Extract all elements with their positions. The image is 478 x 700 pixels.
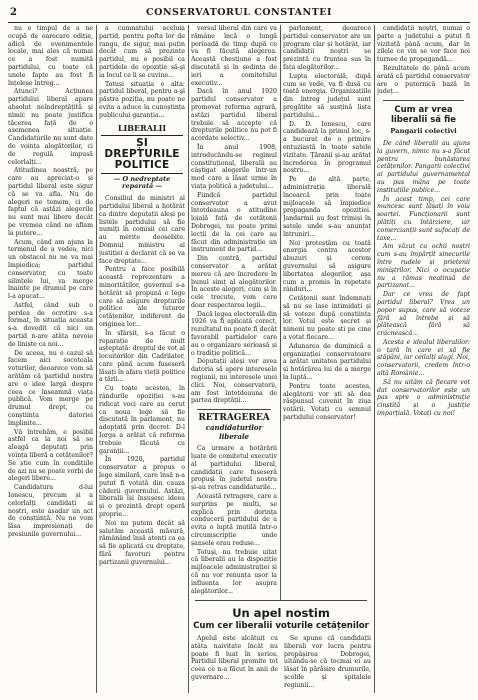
col1-paragraph: nu e timpul de a ne ocupă de oarecare ediție, adică de evenimentele locale, mai ales că numai ce a fost numită partidului, cu toate că unele fapte au fost fi înțelese întreg...: [8, 25, 93, 87]
col3-retragerea-paragraph: Această retragere, care a surprins pe mulți, se explică prin dorința conducerii partidului de a evita o luptă inutilă într-o circumscripție unde șansele erau reduse...: [191, 493, 277, 547]
col4-paragraph: Noi protestăm cu toată energia contra acestor abuzuri și cerem guvernului să asigure libertatea alegerilor, așa cum a promis în repetate rânduri...: [283, 239, 371, 294]
col5-paragraph: Dar ce vrea de fapt partidul liberal? Vrea un popor supus, care să voteze fără să întrebe și să plătească fără să crâcnească...: [377, 291, 470, 338]
apel-body: [191, 635, 371, 691]
col1-paragraph: De aceea, nu e cazul să facem aici socoteala voturilor, deoarece vom să arătăm că partidul nostru are o idee largă despre ceea ce înseamnă viața publică. Vom merge pe drumul drept, cu conștiința datoriei împlinite...: [8, 349, 93, 427]
column-3: [191, 25, 277, 693]
col2-intro-paragraph: Totuși situația e alta: partidul liberal, pentru a-și păstra poziția, nu poate ne evita a aduce la cunoștința publicului garanția...: [99, 80, 185, 119]
col2-paragraph: În sfârșit, s-a făcut o reparație de mult așteptată: dreptul de vot al locuitorilor din Cadrilater, care până acum fuseseră lăsați în afara vieții politice a țării...: [99, 329, 185, 384]
col2-paragraph: Consiliul de ministri al partidului liberal a hotărât ca dintre deputații aleși pe listele partidului să fie numiți în comisii cei care au merite deosebite. Domnul ministru al justiției a declarat că se va face dreptate...: [99, 195, 185, 265]
section-separator: [197, 409, 271, 410]
headline-top: LIBERALII: [117, 122, 167, 133]
masthead: [8, 6, 470, 23]
col4-paragraph: Cetățenii sunt îndemnați să nu se lase intimidați și să voteze după conștiința lor. Votul este secret și nimeni nu poate ști pe cine a votat fiecare...: [283, 295, 371, 342]
col1-paragraph: Astfel, când sub o perdea de ocrotire s-a format, în situația aceasta s-a dovedit că nici un partid n-are atâta nevoie de liniște ca noi...: [8, 301, 93, 348]
col2-paragraph: Cu toate acestea, în rândurile opoziției s-au ridicat voci care au cerut ca noua lege să fie discutată în parlament, nu adoptată prin decret. D-l Iorga a arătat că reforma trebuie făcută cu garanții...: [99, 385, 185, 455]
col1-paragraph: Atunci? Acțiunea partidului liberal apare absolut neîndreptățită și nimic nu poate justifica tăcerea față de o asemenea situație. Candidaturile nu sunt date de voința alegătorilor, ci de regulă impusă celorlalți...: [8, 88, 93, 166]
article-headline-liberalii: [99, 124, 185, 192]
sub-headline-pangarii: Pangarii colectivi: [390, 127, 457, 136]
col3-retragerea-paragraph: Totuși, nu trebuie uitat că liberalii au la dispoziție mijloacele administrației și că nu vor renunța ușor la influența lor asupra alegătorilor...: [191, 548, 277, 595]
col3-paragraph: Fiindcă partidul conservator a avut întotdeauna o atitudine loială față de cetățenii Dobrogei, nu poate primi lecții de la cei care au făcut din administrație un instrument de partid...: [191, 191, 277, 254]
headline-retragerea: RETRAGEREA: [198, 413, 270, 424]
article-headline-cum-ar-vrea: [377, 105, 470, 136]
apel-paragraph: Se spune că candidații liberali vor lucra pentru propășirea Dobrogei, uitându-se că tocmai ei au lăsat în părăsire drumurile, școlile și spitalele regiunii...: [284, 635, 371, 689]
col5-paragraph: Să nu uităm că fiecare vot dat conservatorilor este un pas spre o administrație cinstită și o justiție imparțială. Votați cu noi!: [377, 378, 470, 418]
column-rule: [96, 25, 97, 693]
article-apel-nostim: [191, 600, 371, 693]
section-separator: [195, 600, 367, 601]
headline-sub: — O nedreptate reparată —: [113, 174, 171, 191]
col1-paragraph: Candidatura d-lui Ionescu, precum și a celorlalți candidați ai noștri, este așadar un act de conștiință. Nu ne vom lăsa impresionați de presiunile guvernului...: [8, 484, 93, 538]
col3-paragraph: versul liberal din care va rămâne încă o lungă perioadă de timp după ce va fi făcută alegerea. Această chestiune a fost discutată și în ședința de ieri a comitetului executiv...: [191, 25, 277, 87]
headline-cum-ar-vrea: Cum ar vrea liberalii să fie: [390, 105, 457, 126]
column-rule: [280, 25, 281, 693]
column-1: [8, 25, 93, 693]
col2-paragraph: Noi nu putem decât să salutăm această măsură, rămânând însă atenți ca ea să fie aplicată cu dreptate, fără favoruri pentru partizanii guvernului...: [99, 519, 185, 566]
col4-paragraph: Pentru toate acestea, alegătorii vor ști să dea răspunsul cuvenit în ziua votării. Votați cu semnul partidului conservator!: [283, 382, 371, 422]
col5-paragraph: Rezultatele de până acum arată că partidul conservator are o puternică bază în județ...: [377, 64, 470, 96]
column-5: [377, 25, 470, 693]
col3-paragraph: Deputații aleși vor avea datoria să apere interesele regiunii, nu interesele unei clici. Noi, conservatorii, am fost întotdeauna de partea dreptății...: [191, 358, 277, 405]
col5-paragraph: În acest timp, cei care muncesc sunt lăsați în voia soartei. Funcționarii sunt plătiți cu întârziere, iar comercianții sunt sufocați de taxe...: [377, 195, 470, 242]
article-headline-retragerea: [191, 414, 277, 441]
headline-apel-sub: Cum cer liberalii voturile cetățenilor: [193, 620, 369, 631]
headline-apel: Un apel nostim: [232, 606, 330, 620]
col3-retragerea-paragraph: Ca urmare a hotărârii luate de comitetul executiv al partidului liberal, candidații care fuseseră propuși în județul nostru și-au retras candidaturile...: [191, 445, 277, 492]
headline-main: ȘI DREPTURILE POLITICE: [101, 135, 183, 174]
col4-paragraph: parlament, deoarece partidul conservator are un program clar și hotărât, iar candidații noștri se prezintă cu fruntea sus în fața alegătorilor...: [283, 25, 371, 71]
col4-paragraph: Pe de altă parte, administrația liberală încearcă prin toate mijloacele să împiedice propaganda opoziției. Jandarmii au fost trimiși în satele unde s-au anunțat întruniri...: [283, 176, 371, 238]
col2-paragraph: Pentru a face posibilă această reprezentare a minorităților, guvernul s-a hotărât să propună o lege care să asigure drepturile politice ale tuturor cetățenilor, indiferent de originea lor...: [99, 266, 185, 328]
column-2: [99, 25, 185, 693]
column-4: [283, 25, 371, 693]
col3-paragraph: Dacă legea electorală din 1926 va fi aplicată corect, rezultatul nu poate fi decât favorabil partidelor care au o organizare serioasă și o tradiție politică...: [191, 310, 277, 357]
col3-paragraph: Dacă în anul 1920 partidul conservator a promovat reforma agrară, astăzi partidul liberal trebuie să accepte că drepturile politice nu pot fi acordate selectiv...: [191, 88, 277, 143]
col1-paragraph: Vă întrebăm, e posibil astfel ca la noi să se aleagă deputați prin voința liberă a cetățenilor? Se știe cum în condițiile de azi nu se poate vorbi de alegeri libere...: [8, 428, 93, 483]
headline-retragerea-sub: candidaturilor liberale: [205, 423, 263, 442]
section-separator: [383, 100, 464, 101]
col4-paragraph: Adunarea de duminică a organizației conservatoare a arătat unitatea partidului și hotărârea lui de a merge la luptă...: [283, 342, 371, 382]
col3-paragraph: Din contră, partidul conservator a arătat mereu că are încredere în bunul simț al alegătorilor. În aceste alegeri, cum și în cele trecute, vom cere doar respectarea legii...: [191, 255, 277, 309]
col5-paragraph: Acesta e idealul liberalilor: o țară în care ei să fie stăpâni, iar ceilalți slugi. Noi, conservatorii, credem într-o altă Românie...: [377, 338, 470, 378]
col1-paragraph: Acum, când am ajuns la termenul de a vedea, nici un obstacol nu ne va mai împiedica; partidul conservator, cu toate silințele lui, va merge înainte pe drumul pe care l-a apucat...: [8, 238, 93, 301]
newspaper-title: CONSERVATORUL CONSTANTEI: [146, 7, 332, 18]
col2-paragraph: În 1920, partidul conservator a propus o lege similară, care însă n-a putut fi votată din cauza căderii guvernului. Astăzi, liberalii își însușesc ideea și o prezintă drept operă proprie...: [99, 456, 185, 519]
col4-paragraph: Lupta electorală, după cum se vede, va fi dusă cu toată energia. Organizațiile din întreg județul sunt pregătite să susțină lista partidului...: [283, 72, 371, 119]
page-number: 2: [10, 7, 17, 18]
col5-paragraph: candidații noștri, numai o parte a județului a putut fi vizitată până acum, dar în zilele ce vin se vor face noi turnee de propagandă...: [377, 25, 470, 64]
col2-intro-paragraph: a cumnatului aceluia partid, pentru pofta lor de rangu, de sigur, mai puțin decât cum să prezinte partidul, nu e posibil ca partidele de opoziție să-și ia locul ce li se cuvine...: [99, 25, 185, 79]
col3-paragraph: În anul 1908, introducându-se regimul constituțional, liberalii au câștigat alegerile într-un mod care a lăsat urme în viața politică a județului...: [191, 143, 277, 190]
col4-paragraph: D. D. Ionescu, care candidează la primul loc, s-a bucurat de o primire entuziastă în toate satele vizitate. Țăranii și-au arătat încrederea în programul nostru...: [283, 120, 371, 175]
column-rule: [188, 25, 189, 693]
apel-paragraph: Apelul este alcătuit cu atâta naivitate încât nu poate fi luat în serios. Partidul liberal promite tot ceea ce n-a făcut în anii de guvernare...: [191, 635, 278, 682]
col5-paragraph: De când liberalii au ajuns la guvern, nimic nu s-a făcut pentru bunăstarea cetățenilor. Pangarii colectivi ai partidului guvernamental au pus mâna pe toate instituțiile publice...: [377, 139, 470, 194]
column-rule: [374, 25, 375, 693]
col5-paragraph: Am văzut cu ochii noștri cum s-au împărțit sinecurile între rudele și prietenii miniștrilor. Nici o ocupație nu a rămas neatinsă de partizanat...: [377, 243, 470, 290]
col1-paragraph: Atitudinea noastră, pe care au apreciat-o și partidul liberal este sigur că se va afla. Nu de alegeri ne temem, ci de faptul că astăzi alegerile nu sunt mai libere decât pe vremea când ne aflam la putere...: [8, 167, 93, 237]
